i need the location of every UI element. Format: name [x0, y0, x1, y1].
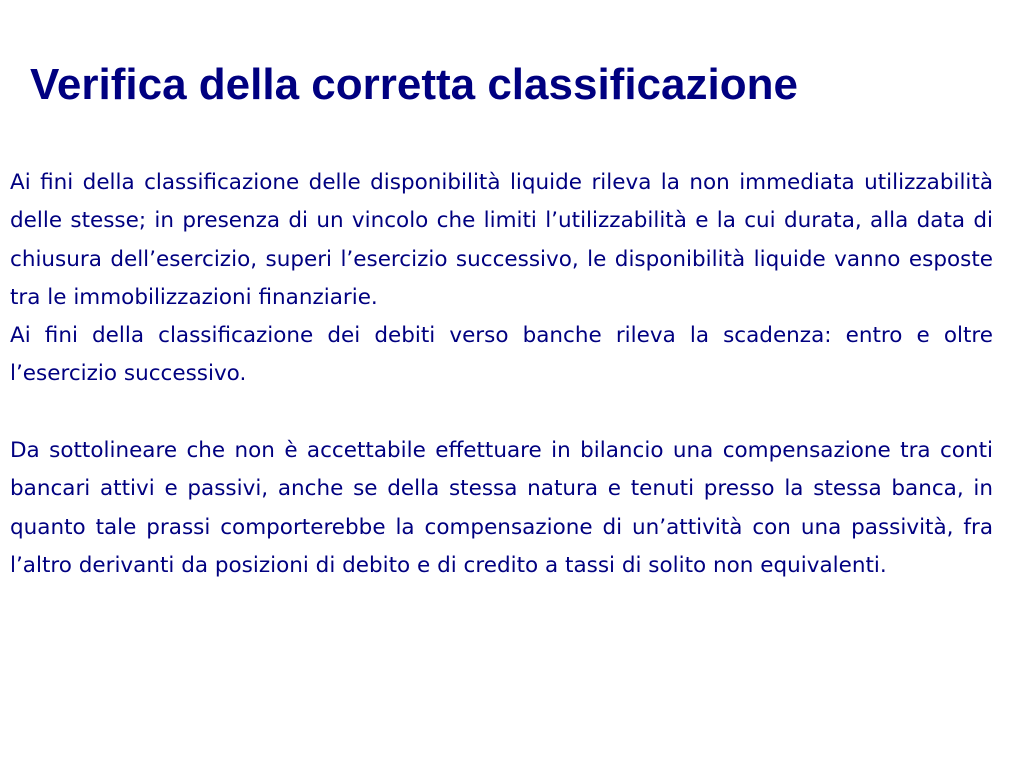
paragraph-compensazione: Da sottolineare che non è accettabile effettuare in bilancio una compensazione tra conti bancari attivi e passivi, anche se della stessa natura e tenuti presso la stessa banca, in quanto tale prassi comporterebbe la compensazione di un’attività con una passività, fra l’altro derivanti da posizioni di debito e di credito a tassi di solito non equivalenti.	[10, 438, 993, 578]
paragraph-disponibilita-liquide: Ai fini della classificazione delle disponibilità liquide rileva la non immediata utilizzabilità delle stesse; in presenza di un vincolo che limiti l’utilizzabilità e la cui durata, alla data di chiusura dell’esercizio, superi l’esercizio successivo, le disponibilità liquide vanno esposte tra le immobilizzazioni finanziarie.	[10, 170, 993, 310]
slide-body	[10, 164, 993, 585]
paragraph-debiti-verso-banche: Ai fini della classificazione dei debiti verso banche rileva la scadenza: entro e oltre l’esercizio successivo.	[10, 323, 993, 387]
slide-title: Verifica della corretta classificazione	[30, 60, 798, 109]
